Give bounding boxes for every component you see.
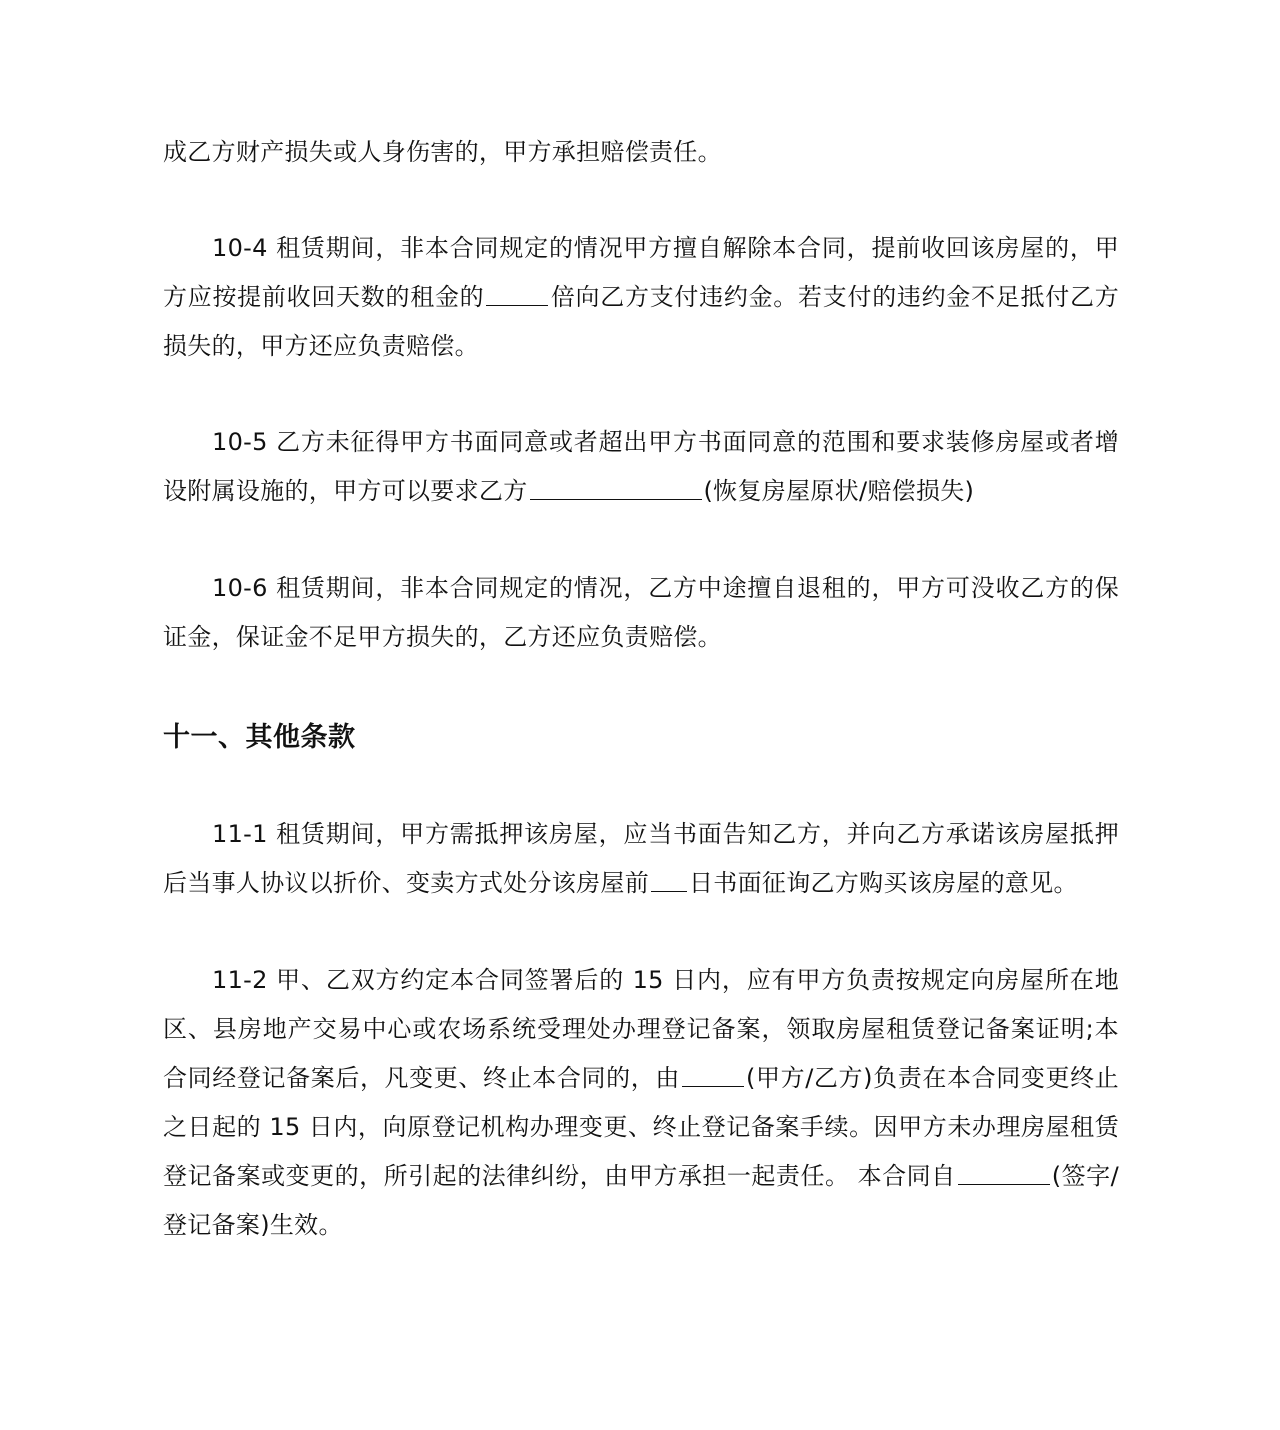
section-heading-11: 十一、其他条款 bbox=[163, 722, 356, 753]
fill-in-blank[interactable] bbox=[958, 1160, 1050, 1185]
paragraph-text: 11-1 租赁期间，甲方需抵押该房屋，应当书面告知乙方，并向乙方承诺该房屋抵押后当事人协议以折价、变卖方式处分该房屋前 bbox=[163, 820, 1119, 897]
paragraph-text: (恢复房屋原状/赔偿损失) bbox=[703, 477, 975, 505]
paragraph-10-6 bbox=[163, 564, 1119, 662]
paragraph-text: 11-2 甲、乙双方约定本合同签署后的 15 日内，应有甲方负责按规定向房屋所在地区、县房地产交易中心或农场系统受理处办理登记备案，领取房屋租赁登记备案证明;本合同经登记备案后，凡变更、终止本合同的，由 bbox=[163, 966, 1119, 1092]
paragraph-continued bbox=[163, 128, 1119, 177]
fill-in-blank[interactable] bbox=[682, 1062, 744, 1087]
fill-in-blank[interactable] bbox=[486, 281, 548, 306]
paragraph-10-4 bbox=[163, 224, 1119, 371]
paragraph-text: 日书面征询乙方购买该房屋的意见。 bbox=[689, 869, 1078, 897]
paragraph-text: 成乙方财产损失或人身伤害的，甲方承担赔偿责任。 bbox=[163, 138, 722, 166]
fill-in-blank[interactable] bbox=[651, 867, 687, 892]
paragraph-text: (甲方/乙方)负责在本合同变更终止之日起的 15 日内，向原登记机构办理变更、终止登记备案手续。因甲方未办理房屋租赁登记备案或变更的，所引起的法律纠纷，由甲方承担一起责任。 本合同自 bbox=[163, 1064, 1119, 1190]
paragraph-text: 倍向乙方支付违约金。若支付的违约金不足抵付乙方损失的，甲方还应负责赔偿。 bbox=[163, 283, 1119, 360]
fill-in-blank[interactable] bbox=[530, 475, 702, 500]
paragraph-11-2 bbox=[163, 956, 1119, 1250]
paragraph-text: 10-5 乙方未征得甲方书面同意或者超出甲方书面同意的范围和要求装修房屋或者增设附属设施的，甲方可以要求乙方 bbox=[163, 428, 1119, 505]
paragraph-text: 10-6 租赁期间，非本合同规定的情况，乙方中途擅自退租的，甲方可没收乙方的保证金，保证金不足甲方损失的，乙方还应负责赔偿。 bbox=[163, 574, 1119, 651]
paragraph-text: 10-4 租赁期间，非本合同规定的情况甲方擅自解除本合同，提前收回该房屋的，甲方应按提前收回天数的租金的 bbox=[163, 234, 1119, 311]
paragraph-11-1 bbox=[163, 810, 1119, 908]
paragraph-10-5 bbox=[163, 418, 1119, 516]
paragraph-text: (签字/登记备案)生效。 bbox=[163, 1162, 1119, 1239]
